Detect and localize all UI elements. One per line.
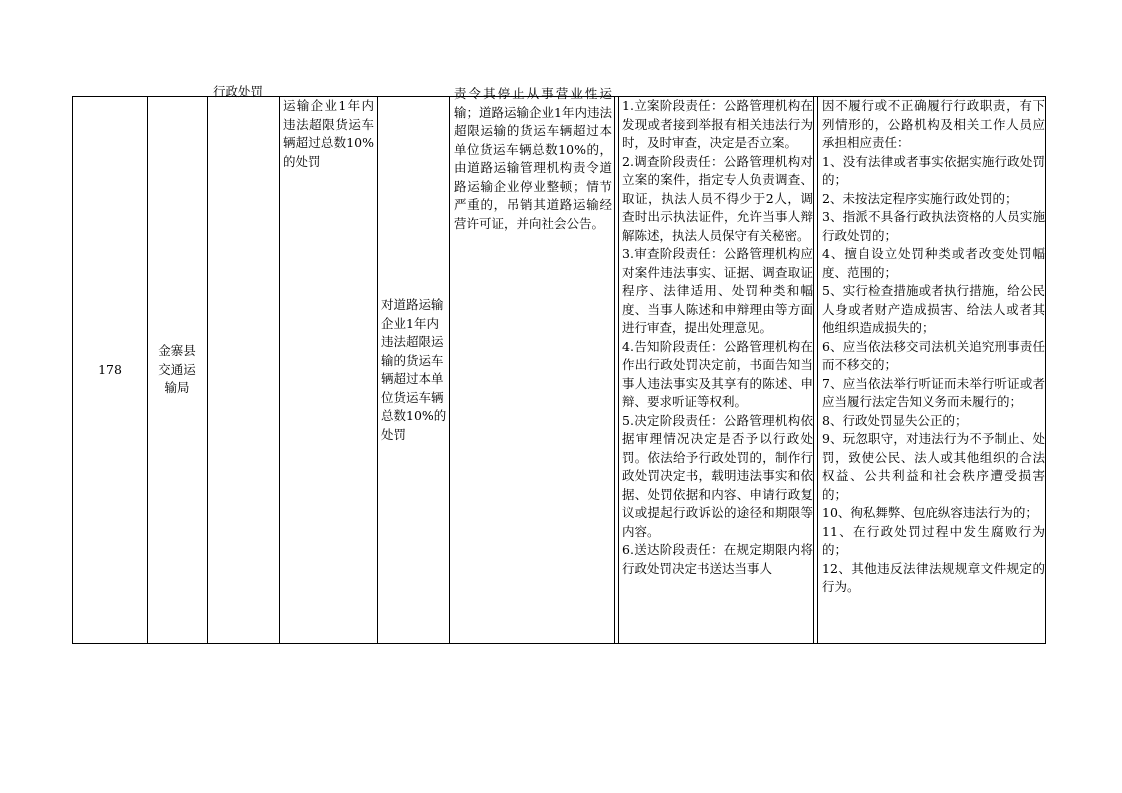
liability-intro: 因不履行或不正确履行行政职责，有下列情形的，公路机构及相关工作人员应承担相应责任：	[822, 98, 1045, 150]
category-text: 行政处罚	[213, 84, 264, 99]
department-name: 金寨县交通运输局	[158, 343, 196, 396]
column-divider	[279, 97, 280, 643]
responsibility-stage: 2.调查阶段责任：公路管理机构对立案的案件，指定专人负责调查、取证，执法人员不得少于2人，调查时出示执法证件，允许当事人辩解陈述，执法人员保守有关秘密。	[622, 153, 813, 243]
liability-item: 1、没有法律或者事实依据实施行政处罚的；	[822, 153, 1045, 187]
liability-item: 5、实行检查措施或者执行措施，给公民人身或者财产造成损害、给法人或者其他组织造成损失的；	[822, 283, 1045, 335]
item-name-cell	[279, 97, 377, 171]
row-number-cell	[73, 97, 147, 643]
responsibility-stage: 4.告知阶段责任：公路管理机构在作出行政处罚决定前，书面告知当事人违法事实及其享有的陈述、申辩、要求听证等权利。	[622, 338, 813, 409]
category-cell	[207, 83, 279, 102]
liability-item: 3、指派不具备行政执法资格的人员实施行政处罚的；	[822, 209, 1045, 243]
sub-item-text: 对道路运输企业1年内违法超限运输的货运车辆超过本单位货运车辆总数10%的处罚	[381, 297, 447, 442]
sub-item-cell	[377, 97, 449, 643]
department-cell	[147, 97, 207, 643]
table-row	[72, 84, 1046, 644]
column-divider	[207, 97, 208, 643]
responsibility-stage: 6.送达阶段责任：在规定期限内将行政处罚决定书送达当事人	[622, 542, 813, 576]
liability-item: 6、应当依法移交司法机关追究刑事责任而不移交的；	[822, 338, 1045, 372]
responsibility-cell	[619, 97, 814, 643]
responsibility-stage: 3.审查阶段责任：公路管理机构应对案件违法事实、证据、调查取证程序、法律适用、处罚种类和幅度、当事人陈述和申辩理由等方面进行审查，提出处理意见。	[622, 246, 813, 335]
liability-item: 7、应当依法举行听证而未举行听证或者应当履行法定告知义务而未履行的；	[822, 375, 1045, 409]
liability-item: 12、其他违反法律法规规章文件规定的行为。	[822, 560, 1045, 594]
liability-item: 4、擅自设立处罚种类或者改变处罚幅度、范围的；	[822, 246, 1045, 280]
liability-item: 8、行政处罚显失公正的；	[822, 412, 968, 428]
responsibility-stage: 5.决定阶段责任：公路管理机构依据审理情况决定是否予以行政处罚。依法给予行政处罚的，制作行政处罚决定书，载明违法事实和依据、处罚依据和内容、申请行政复议或提起行政诉讼的途径和期限等内容。	[622, 412, 813, 539]
responsibility-stage: 1.立案阶段责任：公路管理机构在发现或者接到举报有相关违法行为时，及时审查，决定是否立案。	[622, 98, 813, 150]
item-name-text: 运输企业1年内违法超限货运车辆超过总数10%的处罚	[283, 98, 374, 169]
liability-item: 9、玩忽职守，对违法行为不予制止、处罚，致使公民、法人或其他组织的合法权益、公共利益和社会秩序遭受损害的；	[822, 431, 1045, 502]
liability-cell	[818, 97, 1047, 643]
legal-basis-text: 责令其停止从事营业性运输；道路运输企业1年内违法超限运输的货运车辆超过本单位货运车辆总数10%的，由道路运输管理机构责令道路运输企业停业整顿；情节严重的，吊销其道路运输经营许可证，并向社会公告。	[454, 86, 612, 231]
legal-basis-cell	[449, 85, 614, 233]
liability-item: 10、徇私舞弊、包庇纵容违法行为的；	[822, 505, 1038, 520]
row-number: 178	[98, 361, 122, 377]
liability-item: 11、在行政处罚过程中发生腐败行为的；	[822, 523, 1045, 557]
liability-item: 2、未按法定程序实施行政处罚的；	[822, 190, 1018, 206]
